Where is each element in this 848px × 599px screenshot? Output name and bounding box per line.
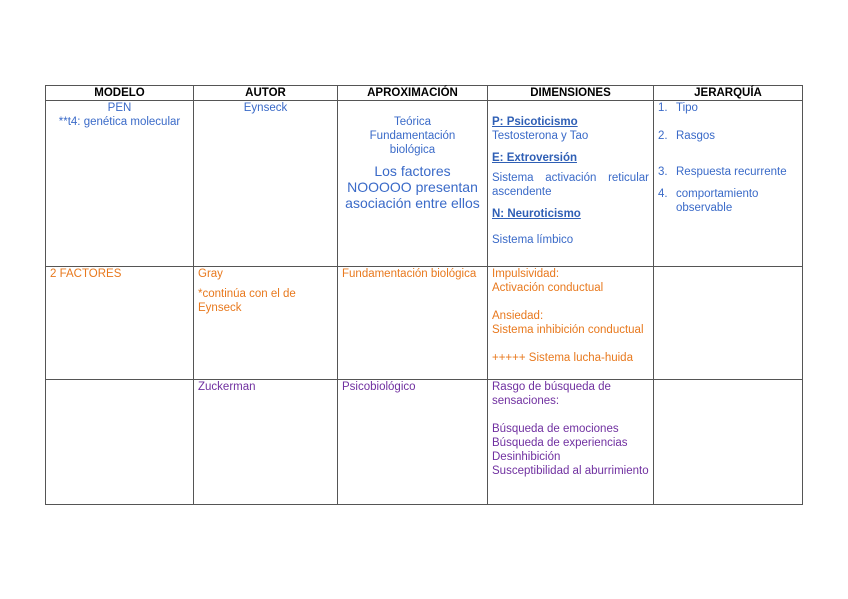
- dimension-text: Sistema límbico: [492, 234, 574, 246]
- autor-name: Zuckerman: [198, 381, 256, 393]
- aproximacion-text: Psicobiológico: [342, 381, 416, 393]
- cell-dimensiones: [488, 267, 654, 380]
- aproximacion-text: Fundamentación biológica: [342, 268, 477, 280]
- autor-name: Eynseck: [243, 102, 288, 114]
- cell-modelo: [46, 380, 194, 505]
- cell-modelo: [46, 101, 194, 267]
- autor-name: Gray: [198, 268, 223, 280]
- dimension-text: Activación conductual: [492, 282, 604, 294]
- aproximacion-line: biológica: [389, 144, 436, 156]
- dimension-text: +++++ Sistema lucha-huida: [492, 352, 633, 364]
- header-row: [46, 86, 803, 101]
- list-item: 3. Respuesta recurrente: [658, 166, 787, 178]
- cell-dimensiones: [488, 380, 654, 505]
- cell-aproximacion: [338, 380, 488, 505]
- cell-jerarquia: [654, 267, 803, 380]
- cell-aproximacion: [338, 267, 488, 380]
- table-row-2factores: [46, 267, 803, 380]
- autor-note: *continúa con el de Eynseck: [198, 288, 296, 314]
- cell-jerarquia: [654, 101, 803, 267]
- aproximacion-line: Teórica: [393, 116, 432, 128]
- header-autor: AUTOR: [194, 86, 338, 101]
- dimension-text: Sistema activación reticular ascendente: [492, 172, 649, 198]
- header-modelo: MODELO: [46, 86, 194, 101]
- modelo-note: **t4: genética molecular: [58, 116, 181, 128]
- modelo-name: 2 FACTORES: [50, 268, 122, 280]
- cell-jerarquia: [654, 380, 803, 505]
- aproximacion-note-line: asociación entre ellos: [345, 195, 480, 211]
- header-aproximacion: APROXIMACIÓN: [338, 86, 488, 101]
- dimension-text: Susceptibilidad al aburrimiento: [492, 465, 649, 477]
- list-item: 2. Rasgos: [658, 130, 715, 142]
- dimension-title: P: Psicoticismo: [492, 116, 578, 128]
- models-table: [45, 85, 803, 505]
- dimension-text: Desinhibición: [492, 451, 561, 463]
- dimension-text: Búsqueda de experiencias: [492, 437, 628, 449]
- aproximacion-note-line: NOOOOO presentan: [347, 179, 478, 195]
- dimension-text: Rasgo de búsqueda de sensaciones:: [492, 381, 611, 407]
- header-dimensiones: DIMENSIONES: [488, 86, 654, 101]
- cell-autor: [194, 101, 338, 267]
- cell-autor: [194, 267, 338, 380]
- dimension-text: Sistema inhibición conductual: [492, 324, 644, 336]
- list-item: 1. Tipo: [658, 102, 698, 114]
- cell-modelo: [46, 267, 194, 380]
- cell-autor: [194, 380, 338, 505]
- dimension-title: N: Neuroticismo: [492, 208, 581, 220]
- cell-aproximacion: [338, 101, 488, 267]
- list-item: 4. comportamiento observable: [658, 188, 759, 214]
- table-row-zuckerman: [46, 380, 803, 505]
- modelo-name: PEN: [107, 102, 132, 114]
- header-jerarquia: JERARQUÍA: [654, 86, 803, 101]
- dimension-text: Testosterona y Tao: [492, 130, 589, 142]
- jerarquia-list: [658, 101, 798, 215]
- dimension-text: Ansiedad:: [492, 310, 544, 322]
- aproximacion-note-line: Los factores: [374, 163, 451, 179]
- dimension-text: Búsqueda de emociones: [492, 423, 619, 435]
- dimension-text: Impulsividad:: [492, 268, 560, 280]
- dimension-title: E: Extroversión: [492, 152, 577, 164]
- cell-dimensiones: [488, 101, 654, 267]
- aproximacion-line: Fundamentación: [369, 130, 456, 142]
- table-row-pen: [46, 101, 803, 267]
